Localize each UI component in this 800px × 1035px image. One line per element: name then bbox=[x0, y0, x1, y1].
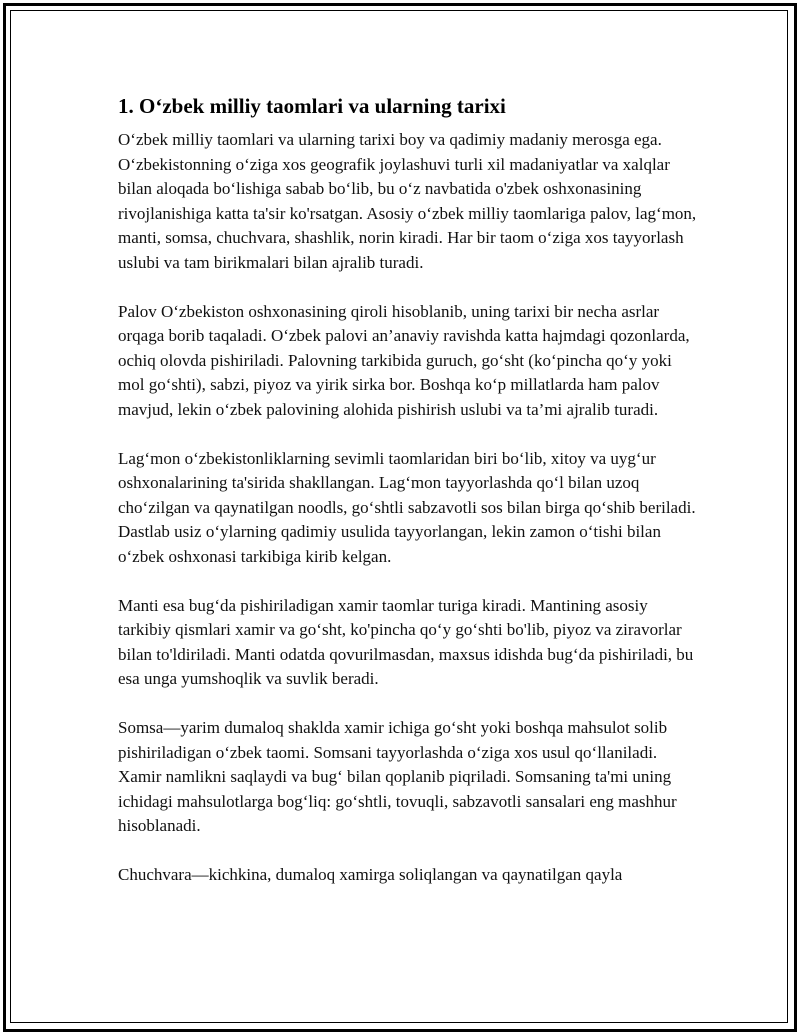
section-heading: 1. O‘zbek milliy taomlari va ularning tarixi bbox=[118, 94, 506, 118]
paragraph-intro: O‘zbek milliy taomlari va ularning tarixi boy va qadimiy madaniy merosga ega. O‘zbekistonning o‘ziga xos geografik joylashuvi turli xil madaniyatlar va xalqlar bilan aloqada bo‘lishiga sabab bo‘lib, bu o‘z navbatida o'zbek oshxonasining rivojlanishiga katta ta'sir ko'rsatgan. Asosiy o‘zbek milliy taomlariga palov, lag‘mon, manti, somsa, chuchvara, shashlik, norin kiradi. Har bir taom o‘ziga xos tayyorlash uslubi va tam birikmalari bilan ajralib turadi. bbox=[118, 130, 697, 272]
document-body bbox=[118, 92, 698, 912]
paragraph-chuchvara: Chuchvara—kichkina, dumaloq xamirga soliqlangan va qaynatilgan qayla bbox=[118, 865, 623, 884]
paragraph-manti: Manti esa bug‘da pishiriladigan xamir taomlar turiga kiradi. Mantining asosiy tarkibiy qismlari xamir va go‘sht, ko'pincha qo‘y go‘shti bo'lib, piyoz va ziravorlar bilan to'ldiriladi. Manti odatda qovurilmasdan, maxsus idishda bug‘da pishiriladi, bu esa unga yumshoqlik va suvlik beradi. bbox=[118, 595, 694, 688]
paragraph-palov: Palov O‘zbekiston oshxonasining qiroli hisoblanib, uning tarixi bir necha asrlar orqaga borib taqaladi. O‘zbek palovi an’anaviy ravishda katta hajmdagi qozonlarda, ochiq olovda pishiriladi. Palovning tarkibida guruch, go‘sht (ko‘pincha qo‘y yoki mol go‘shti), sabzi, piyoz va yirik sirka bor. Boshqa ko‘p millatlarda ham palov mavjud, lekin o‘zbek palovining alohida pishirish uslubi va ta’mi ajralib turadi. bbox=[118, 301, 690, 419]
paragraph-lagmon: Lag‘mon o‘zbekistonliklarning sevimli taomlaridan biri bo‘lib, xitoy va uyg‘ur oshxonalarining ta'sirida shakllangan. Lag‘mon tayyorlashda qo‘l bilan uzoq cho‘zilgan va qaynatilgan noodls, go‘shtli sabzavotli sos bilan birga qo‘shib beriladi. Dastlab usiz o‘ylarning qadimiy usulida tayyorlangan, lekin zamon o‘tishi bilan o‘zbek oshxonasi tarkibiga kirib kelgan. bbox=[118, 448, 696, 566]
paragraph-somsa: Somsa—yarim dumaloq shaklda xamir ichiga go‘sht yoki boshqa mahsulot solib pishiriladigan o‘zbek taomi. Somsani tayyorlashda o‘ziga xos usul qo‘llaniladi. Xamir namlikni saqlaydi va bug‘ bilan qoplanib piqriladi. Somsaning ta'mi uning ichidagi mahsulotlarga bog‘liq: go‘shtli, tovuqli, sabzavotli sansalari eng mashhur hisoblanadi. bbox=[118, 718, 677, 835]
